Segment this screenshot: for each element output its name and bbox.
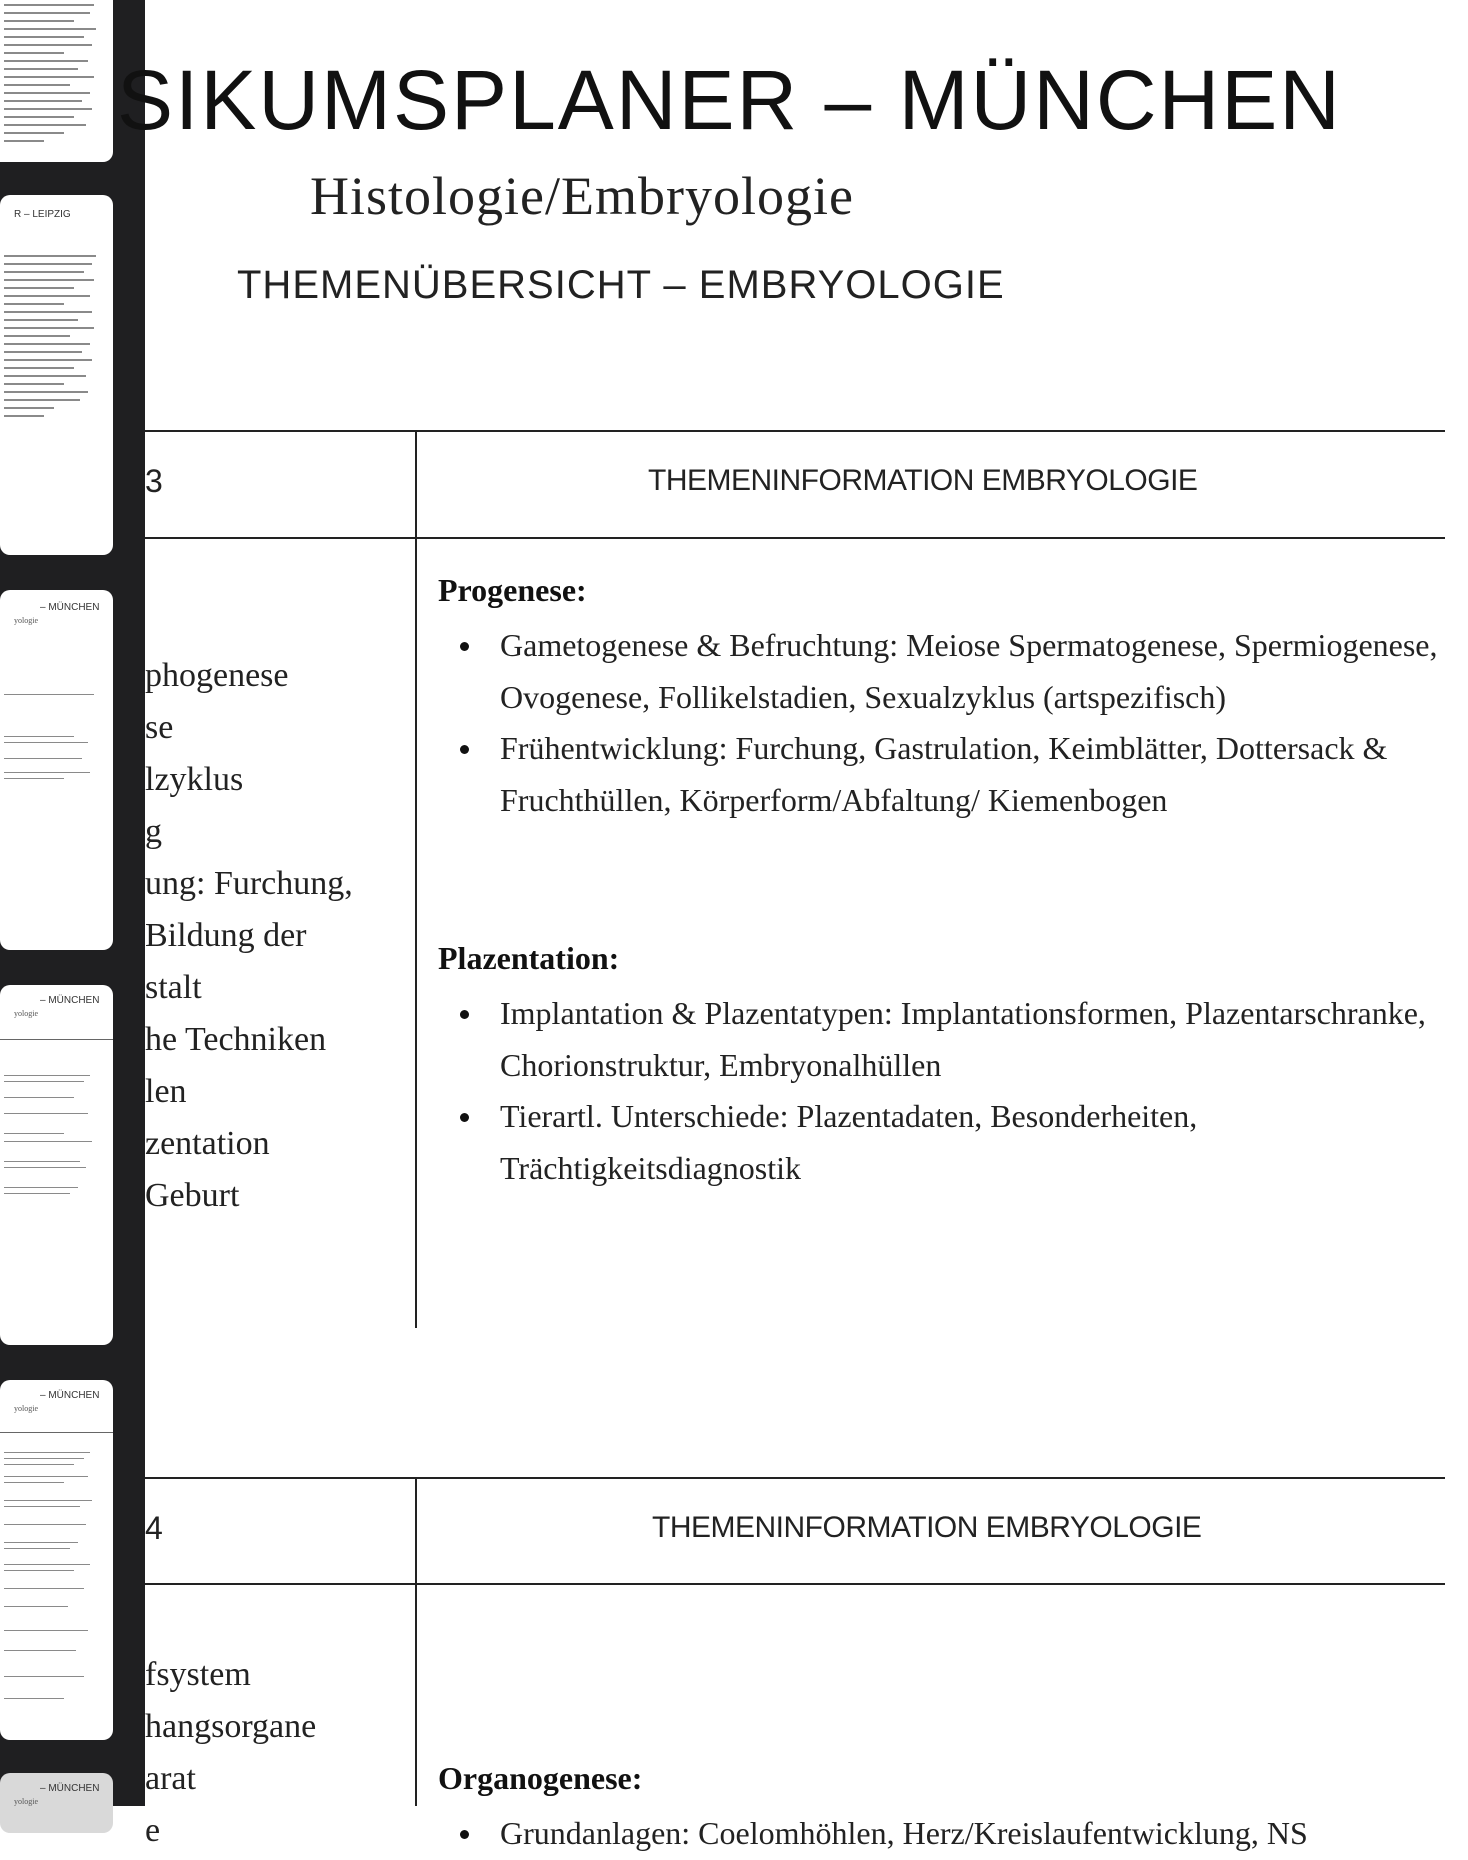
list-item: Implantation & Plazentatypen: Implantationsformen, Plazentarschranke, Chorionstruktur, Embryonalhüllen (438, 988, 1438, 1091)
left-topic-item: he Techniken (145, 1021, 327, 1058)
thumbnail-title: – MÜNCHEN (40, 602, 100, 613)
left-topic-item: e (145, 1812, 161, 1849)
left-topic-item: arat (145, 1760, 196, 1797)
table-rule (145, 537, 1445, 539)
left-topic-item: len (145, 1073, 187, 1110)
left-topic-item: Geburt (145, 1177, 240, 1214)
table-rule (145, 1583, 1445, 1585)
left-topic-list (145, 1649, 316, 1857)
bullet-list (438, 988, 1438, 1194)
left-topic-item: lzyklus (145, 761, 244, 798)
table-column-divider (415, 430, 417, 1328)
document-page (117, 0, 1445, 1851)
list-item: Grundanlagen: Coelomhöhlen, Herz/Kreislaufentwicklung, NS (438, 1808, 1468, 1860)
page-thumbnail-6[interactable] (0, 1773, 113, 1833)
left-topic-item: fsystem (145, 1656, 251, 1693)
left-topic-list (145, 650, 353, 1222)
table-left-header: 3 (145, 463, 163, 499)
thumbnail-subtitle: yologie (14, 1797, 38, 1806)
left-topic-item: stalt (145, 969, 202, 1006)
table-rule (145, 1477, 1445, 1479)
table-right-header: THEMENINFORMATION EMBRYOLOGIE (652, 1511, 1202, 1544)
left-topic-item: hangsorgane (145, 1708, 317, 1745)
list-item: Tierartl. Unterschiede: Plazentadaten, Besonderheiten, Trächtigkeitsdiagnostik (438, 1091, 1438, 1194)
left-topic-item: ung: Furchung, (145, 865, 353, 902)
list-item: Frühentwicklung: Furchung, Gastrulation, Keimblätter, Dottersack & Fruchthüllen, Körperform/Abfaltung/ Kiemenbogen (438, 723, 1438, 826)
thumbnail-title: – MÜNCHEN (40, 1390, 100, 1401)
thumbnail-title: R – LEIPZIG (14, 209, 71, 220)
page-thumbnail-3[interactable] (0, 590, 113, 950)
page-thumbnail-2[interactable] (0, 195, 113, 555)
bullet-list (438, 1808, 1468, 1860)
list-item: Gametogenese & Befruchtung: Meiose Spermatogenese, Spermiogenese, Ovogenese, Follikelstadien, Sexualzyklus (artspezifisch) (438, 620, 1438, 723)
bullet-list (438, 620, 1438, 826)
thumbnail-subtitle: yologie (14, 1404, 38, 1413)
table-left-header: 4 (145, 1510, 163, 1546)
table-rule (145, 430, 1445, 432)
page-thumbnail-5[interactable] (0, 1380, 113, 1740)
page-thumbnail-1[interactable] (0, 0, 113, 162)
section-heading: Progenese: (438, 572, 587, 608)
page-subtitle: Histologie/Embryologie (310, 166, 854, 226)
left-topic-item: se (145, 709, 174, 746)
thumbnail-subtitle: yologie (14, 616, 38, 625)
section-heading: Plazentation: (438, 940, 620, 976)
section-heading: Organogenese: (438, 1760, 643, 1796)
page-title: SIKUMSPLANER – MÜNCHEN (117, 53, 1342, 147)
thumbnail-title: – MÜNCHEN (40, 995, 100, 1006)
table-column-divider (415, 1477, 417, 1806)
page-thumbnail-4[interactable] (0, 985, 113, 1345)
left-topic-item: g (145, 813, 162, 850)
section-title: THEMENÜBERSICHT – EMBRYOLOGIE (237, 263, 1005, 307)
thumbnail-title: – MÜNCHEN (40, 1783, 100, 1794)
table-right-header: THEMENINFORMATION EMBRYOLOGIE (648, 464, 1198, 497)
thumbnail-subtitle: yologie (14, 1009, 38, 1018)
page-thumbnail-sidebar (0, 0, 145, 1806)
left-topic-item: phogenese (145, 657, 289, 694)
left-topic-item: zentation (145, 1125, 270, 1162)
left-topic-item: Bildung der (145, 917, 307, 954)
